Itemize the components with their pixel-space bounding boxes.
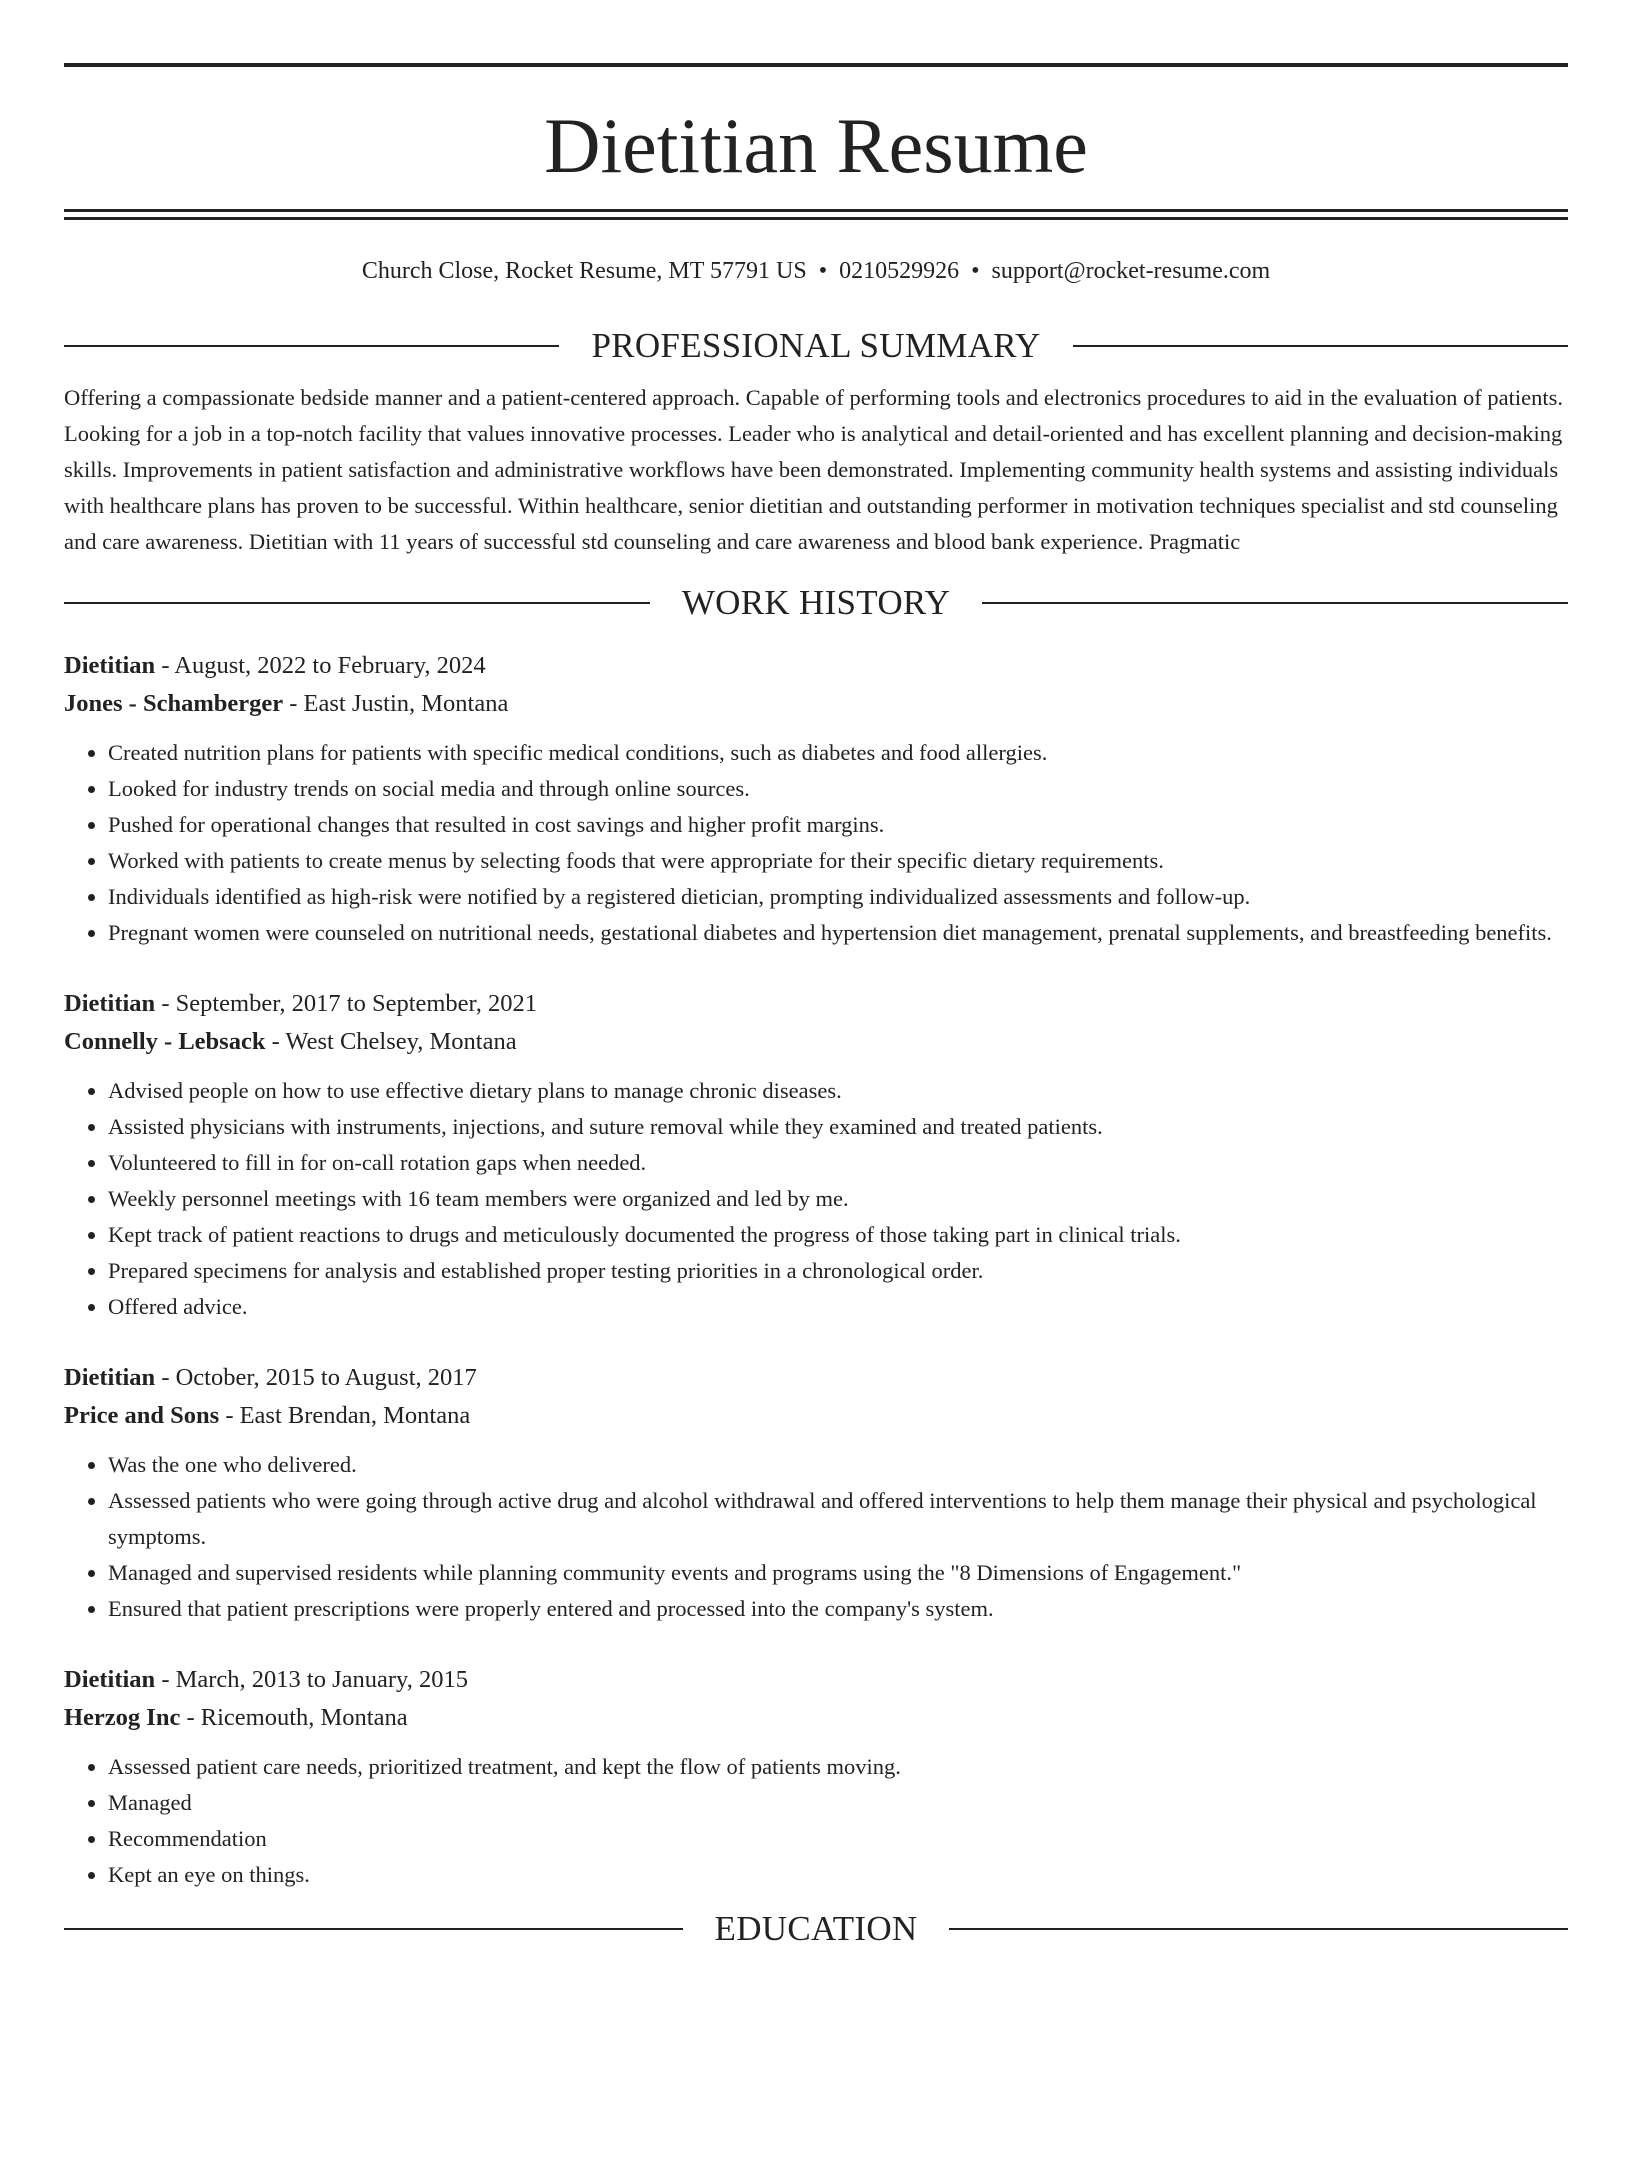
job-location: - West Chelsey, Montana <box>265 1027 517 1055</box>
contact-separator: • <box>971 258 980 284</box>
job-title-line <box>64 1661 1568 1699</box>
heading-rule-right <box>1073 345 1568 347</box>
list-item: • Worked with patients to create menus by selecting foods that were appropriate for their specific dietary requirements. <box>108 843 1568 879</box>
contact-line <box>64 256 1568 286</box>
list-item: • Volunteered to fill in for on-call rotation gaps when needed. <box>108 1145 1568 1181</box>
job-dates: - August, 2022 to February, 2024 <box>155 651 486 679</box>
list-item: • Managed <box>108 1785 1568 1821</box>
job-bullets <box>64 1447 1568 1627</box>
job-bullets <box>64 1073 1568 1325</box>
list-item: • Offered advice. <box>108 1289 1568 1325</box>
contact-email: support@rocket-resume.com <box>991 258 1271 284</box>
job-role: Dietitian <box>64 651 156 679</box>
list-item: • Weekly personnel meetings with 16 team members were organized and led by me. <box>108 1181 1568 1217</box>
contact-separator: • <box>818 258 828 284</box>
job-bullets <box>64 735 1568 951</box>
job-company: Herzog Inc <box>64 1703 181 1731</box>
job-location: - East Brendan, Montana <box>219 1401 471 1429</box>
list-item: • Was the one who delivered. <box>108 1447 1568 1483</box>
job-company-line <box>64 1699 1568 1737</box>
job-bullets <box>64 1749 1568 1893</box>
job-company-line <box>64 1023 1568 1061</box>
heading-rule-left <box>64 345 559 347</box>
job-company: Jones - Schamberger <box>64 689 284 717</box>
heading-rule-left <box>64 1928 683 1930</box>
list-item: • Managed and supervised residents while planning community events and programs using the "8 Dimensions of Engagement." <box>108 1555 1568 1591</box>
job-company-line <box>64 685 1568 723</box>
section-heading-education <box>64 1909 1568 1949</box>
job-title-line <box>64 1359 1568 1397</box>
job-role: Dietitian <box>64 989 156 1017</box>
job-company: Connelly - Lebsack <box>64 1027 266 1055</box>
job-title-line <box>64 985 1568 1023</box>
heading-rule-right <box>982 602 1568 604</box>
job-dates: - September, 2017 to September, 2021 <box>155 989 537 1017</box>
section-title-education: EDUCATION <box>714 1908 918 1948</box>
list-item: • Individuals identified as high-risk were notified by a registered dietician, prompting individualized assessments and follow-up. <box>108 879 1568 915</box>
job-role: Dietitian <box>64 1363 156 1391</box>
contact-phone: 0210529926 <box>839 258 960 284</box>
section-title-summary: PROFESSIONAL SUMMARY <box>591 326 1041 365</box>
page-title: Dietitian Resume <box>544 102 1088 189</box>
list-item: • Recommendation <box>108 1821 1568 1857</box>
professional-summary-text: Offering a compassionate bedside manner and a patient-centered approach. Capable of performing tools and electronics procedures to aid in the evaluation of patients. Looking for a job in a top-notch facility that values innovative processes. Leader who is analytical and detail-oriented and has excellent planning and decision-making skills. Improvements in patient satisfaction and administrative workflows have been demonstrated. Implementing community health systems and assisting individuals with healthcare plans has proven to be successful. Within healthcare, senior dietitian and outstanding performer in motivation techniques specialist and std counseling and care awareness. Dietitian with 11 years of successful std counseling and care awareness and blood bank experience. Pragmatic <box>64 385 1564 554</box>
section-title-work-history: WORK HISTORY <box>681 582 951 622</box>
top-rule <box>64 63 1568 67</box>
list-item: • Assisted physicians with instruments, injections, and suture removal while they examined and treated patients. <box>108 1109 1568 1145</box>
list-item: • Prepared specimens for analysis and established proper testing priorities in a chronological order. <box>108 1253 1568 1289</box>
list-item: • Ensured that patient prescriptions were properly entered and processed into the company's system. <box>108 1591 1568 1627</box>
list-item: • Created nutrition plans for patients with specific medical conditions, such as diabetes and food allergies. <box>108 735 1568 771</box>
job-entry <box>64 647 1568 951</box>
list-item: • Looked for industry trends on social media and through online sources. <box>108 771 1568 807</box>
job-dates: - March, 2013 to January, 2015 <box>155 1665 468 1693</box>
section-heading-summary <box>64 326 1568 366</box>
job-location: - East Justin, Montana <box>283 689 509 717</box>
job-location: - Ricemouth, Montana <box>180 1703 408 1731</box>
list-item: • Advised people on how to use effective dietary plans to manage chronic diseases. <box>108 1073 1568 1109</box>
job-dates: - October, 2015 to August, 2017 <box>155 1363 477 1391</box>
list-item: • Pregnant women were counseled on nutritional needs, gestational diabetes and hypertension diet management, prenatal supplements, and breastfeeding benefits. <box>108 915 1568 951</box>
list-item: • Pushed for operational changes that resulted in cost savings and higher profit margins. <box>108 807 1568 843</box>
job-title-line <box>64 647 1568 685</box>
list-item: • Assessed patient care needs, prioritized treatment, and kept the flow of patients moving. <box>108 1749 1568 1785</box>
heading-rule-left <box>64 602 650 604</box>
section-heading-work-history <box>64 583 1568 623</box>
job-role: Dietitian <box>64 1665 156 1693</box>
job-entry <box>64 1359 1568 1627</box>
job-entry <box>64 985 1568 1325</box>
heading-rule-right <box>949 1928 1568 1930</box>
resume-page <box>0 63 1632 2175</box>
list-item: • Kept track of patient reactions to drugs and meticulously documented the progress of those taking part in clinical trials. <box>108 1217 1568 1253</box>
title-double-rule <box>64 209 1568 220</box>
contact-address: Church Close, Rocket Resume, MT 57791 US <box>361 258 807 284</box>
job-company-line <box>64 1397 1568 1435</box>
job-company: Price and Sons <box>64 1401 220 1429</box>
list-item: • Kept an eye on things. <box>108 1857 1568 1893</box>
list-item: • Assessed patients who were going through active drug and alcohol withdrawal and offered interventions to help them manage their physical and psychological symptoms. <box>108 1483 1568 1555</box>
job-entry <box>64 1661 1568 1893</box>
